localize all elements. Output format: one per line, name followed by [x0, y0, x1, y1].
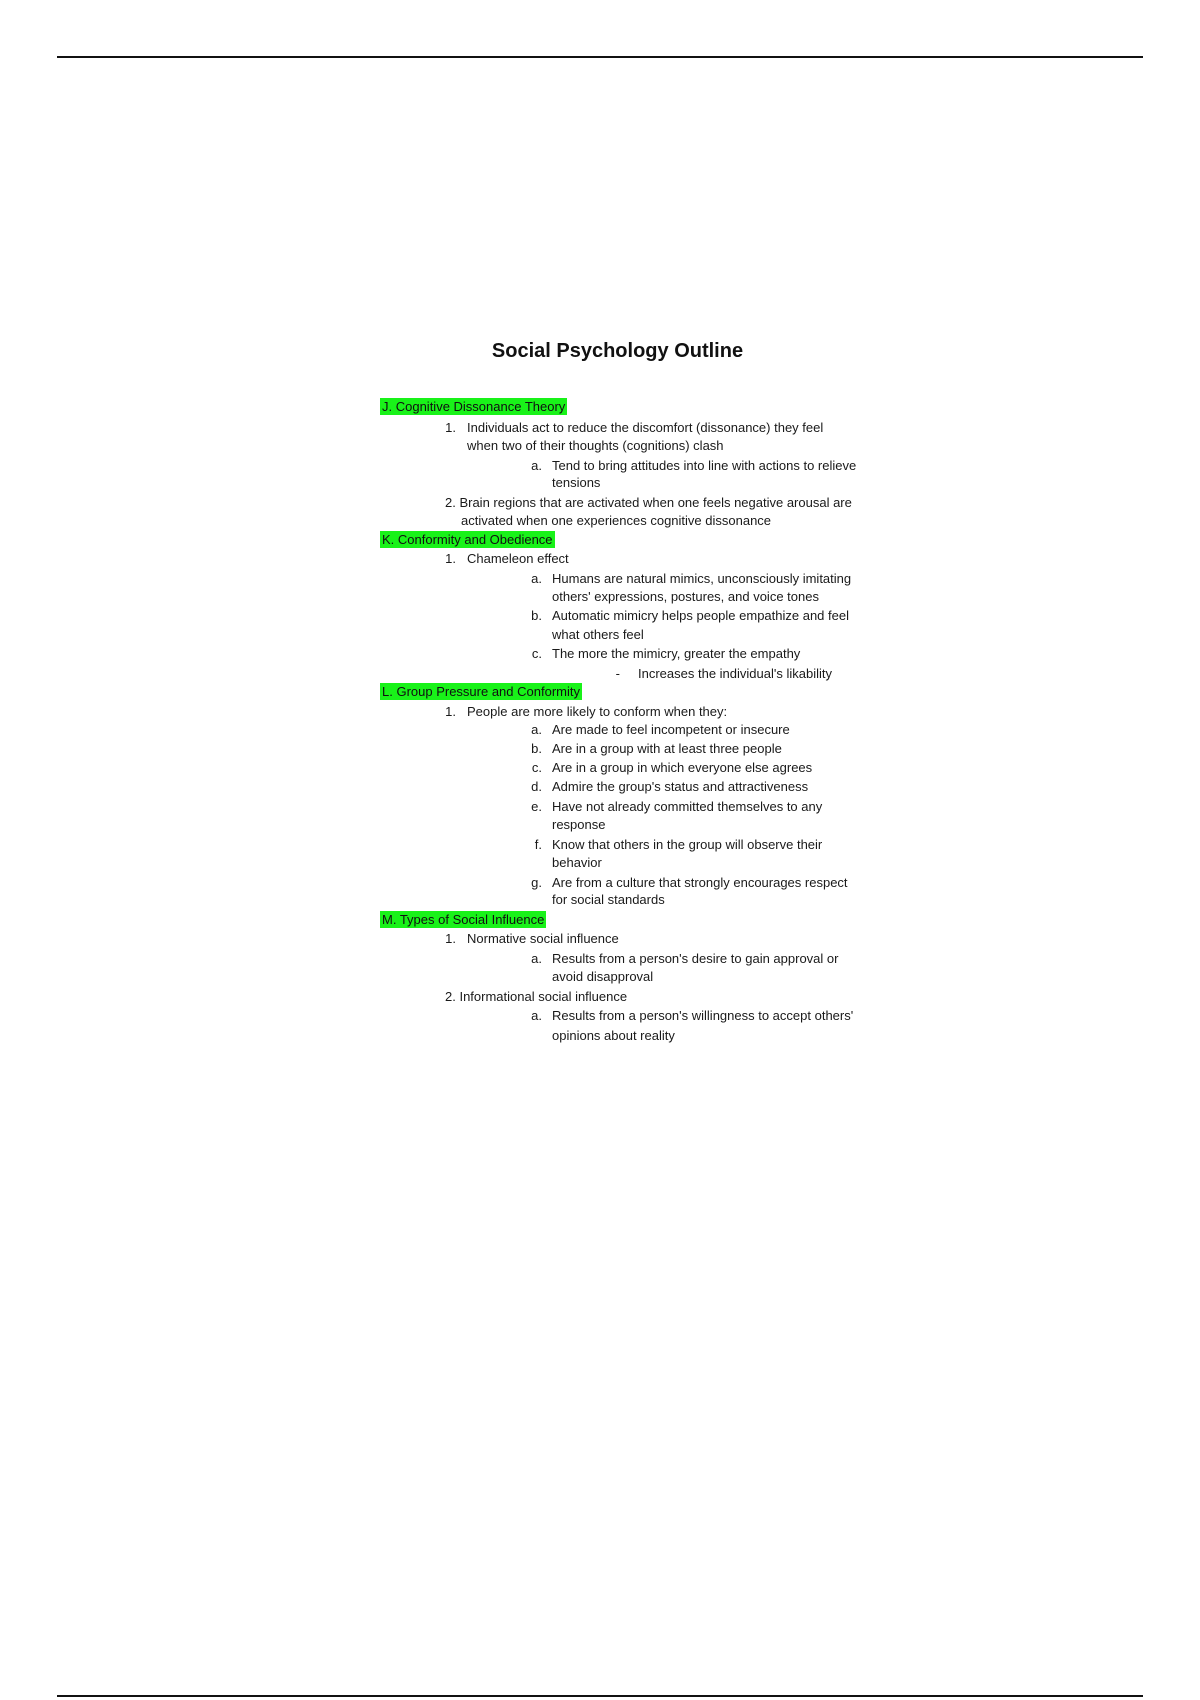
list-item-text: opinions about reality [552, 1028, 675, 1043]
list-marker: 1. [445, 420, 456, 435]
list-item-text: Increases the individual's likability [638, 666, 832, 681]
list-marker: b. [531, 741, 542, 756]
list-marker: g. [531, 875, 542, 890]
list-marker: a. [531, 571, 542, 586]
list-marker: c. [531, 760, 542, 775]
list-marker: a. [531, 1008, 542, 1023]
list-item-text: Have not already committed themselves to any [552, 799, 823, 814]
list-item-text: Results from a person's willingness to accept others' [552, 1008, 854, 1023]
list-item-text: Normative social influence [467, 931, 619, 946]
list-item-text: Tend to bring attitudes into line with actions to relieve [552, 458, 857, 473]
list-marker: 1. [445, 931, 456, 946]
top-rule [57, 56, 1143, 58]
list-item-text: Are in a group with at least three people [552, 741, 782, 756]
list-item-text: People are more likely to conform when they: [467, 704, 728, 719]
section-heading-j: J. Cognitive Dissonance Theory [382, 399, 566, 414]
list-item-text: what others feel [552, 627, 644, 642]
list-item-text: for social standards [552, 892, 665, 907]
list-marker: b. [531, 608, 542, 623]
list-item-text: 2. Informational social influence [445, 989, 628, 1004]
list-item-text: behavior [552, 855, 602, 870]
section-heading-l: L. Group Pressure and Conformity [382, 684, 580, 699]
list-marker: 1. [445, 551, 456, 566]
list-item-text: Know that others in the group will observe their [552, 837, 823, 852]
list-item-text: response [552, 817, 606, 832]
list-marker: a. [531, 951, 542, 966]
list-item-text: avoid disapproval [552, 969, 654, 984]
bottom-rule [57, 1695, 1143, 1697]
list-item-text: Admire the group's status and attractiveness [552, 779, 809, 794]
section-heading-m: M. Types of Social Influence [382, 912, 545, 927]
list-item-text: Chameleon effect [467, 551, 569, 566]
document-title: Social Psychology Outline [491, 340, 744, 362]
list-item-text: Results from a person's desire to gain approval or [552, 951, 839, 966]
list-item-text: Humans are natural mimics, unconsciously imitating [552, 571, 852, 586]
section-heading-k: K. Conformity and Obedience [382, 532, 553, 547]
list-item-text: others' expressions, postures, and voice tones [552, 589, 819, 604]
list-item-text: Are in a group in which everyone else agrees [552, 760, 813, 775]
list-item-text: Individuals act to reduce the discomfort (dissonance) they feel [467, 420, 824, 435]
list-marker: a. [531, 722, 542, 737]
list-item-text: activated when one experiences cognitive dissonance [461, 513, 772, 528]
list-item-text: Are made to feel incompetent or insecure [552, 722, 790, 737]
list-item-text: Are from a culture that strongly encourages respect [552, 875, 848, 890]
list-marker: f. [534, 837, 542, 852]
list-marker: a. [531, 458, 542, 473]
list-item-text: when two of their thoughts (cognitions) clash [467, 438, 724, 453]
dash-marker: - [615, 666, 620, 681]
list-marker: c. [531, 646, 542, 661]
list-marker: 1. [445, 704, 456, 719]
list-item-text: tensions [552, 475, 601, 490]
list-item-text: Automatic mimicry helps people empathize and feel [552, 608, 849, 623]
list-marker: e. [531, 799, 542, 814]
list-item-text: 2. Brain regions that are activated when one feels negative arousal are [445, 495, 852, 510]
list-marker: d. [531, 779, 542, 794]
list-item-text: The more the mimicry, greater the empathy [552, 646, 801, 661]
